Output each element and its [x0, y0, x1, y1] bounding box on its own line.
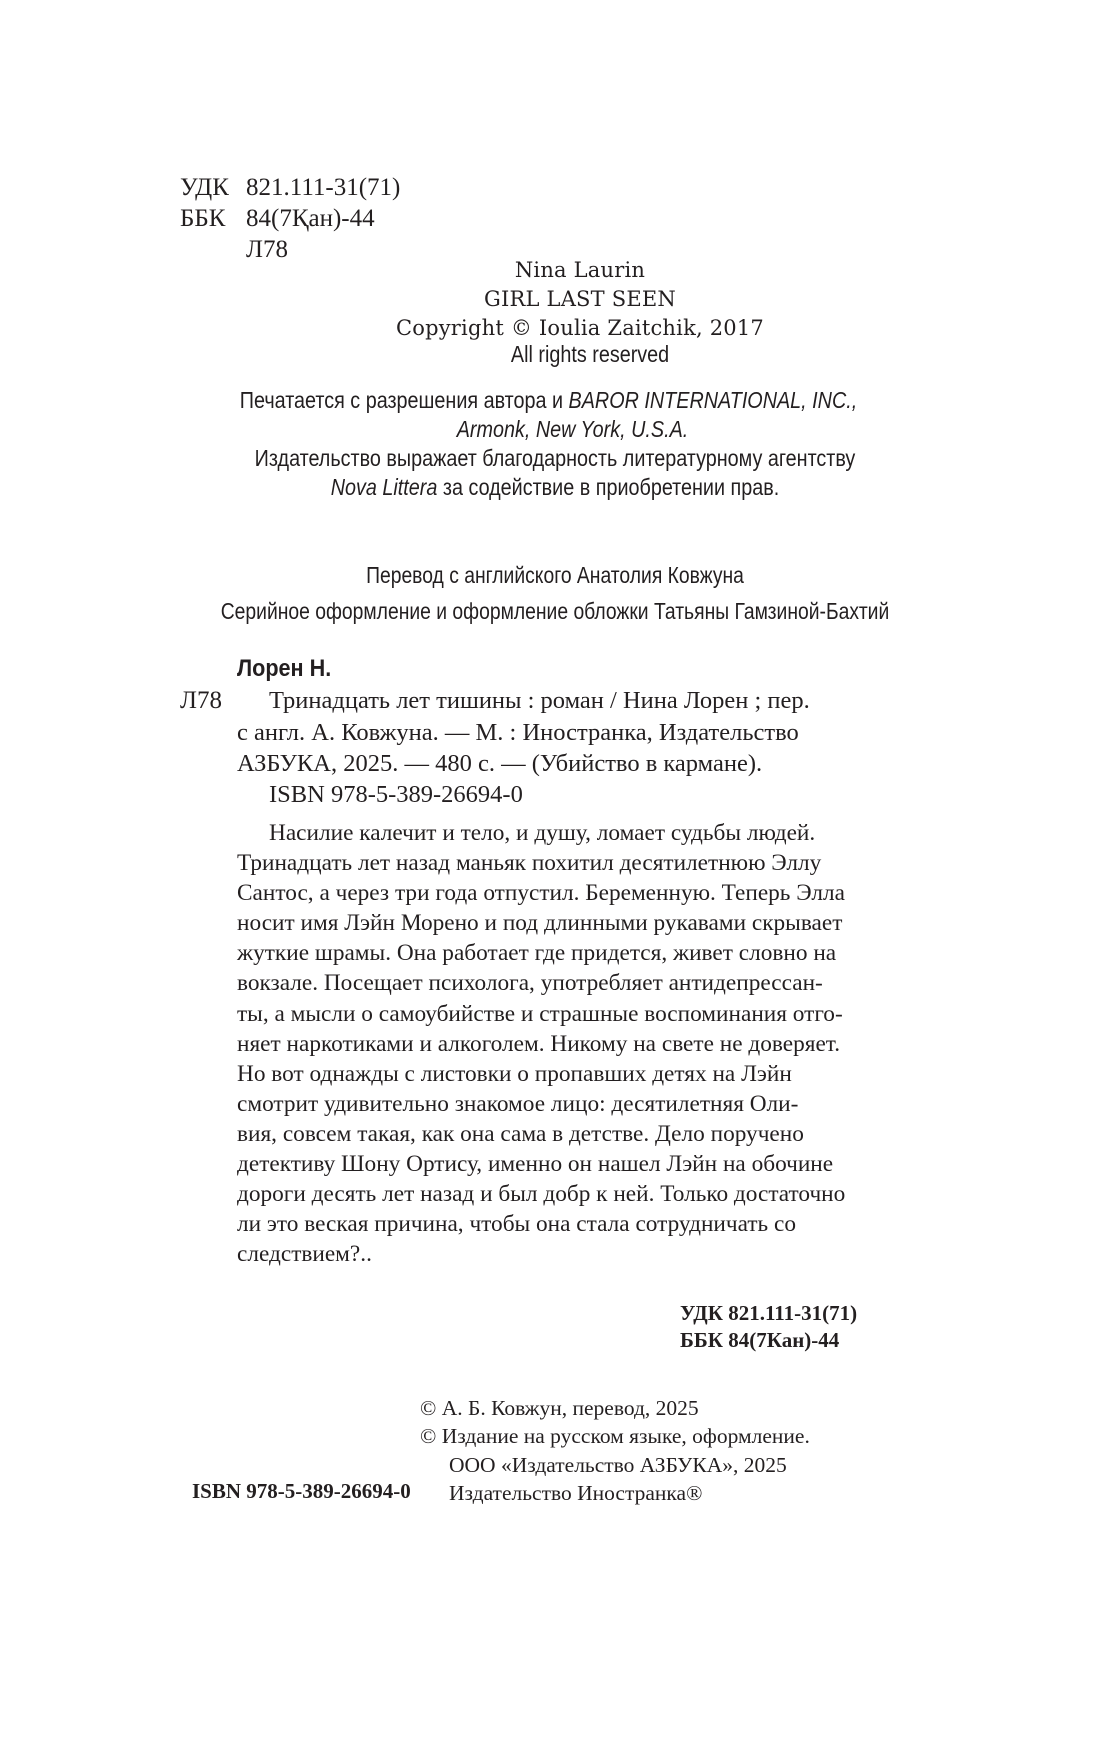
- bib-line: Тринадцать лет тишины : роман / Нина Лорен ; пер.: [269, 687, 810, 714]
- annotation-line: Сантос, а через три года отпустил. Беременную. Теперь Элла: [237, 880, 845, 907]
- permission-line-3: Издательство выражает благодарность литературному агентству: [254, 445, 856, 471]
- copyright-line: © Издание на русском языке, оформление.: [420, 1424, 810, 1449]
- classification-footer: [680, 1300, 857, 1354]
- annotation: [237, 818, 845, 1269]
- copyright-line: © А. Б. Ковжун, перевод, 2025: [420, 1396, 699, 1420]
- original-author: Nina Laurin: [514, 258, 646, 282]
- literary-agency: Nova Littera: [330, 474, 438, 500]
- author-heading: Лорен Н.: [237, 655, 332, 682]
- footer-isbn: ISBN 978-5-389-26694-0: [192, 1479, 411, 1503]
- footer-bbk: ББК 84(7Кан)-44: [680, 1328, 840, 1352]
- bib-isbn: ISBN 978-5-389-26694-0: [269, 781, 523, 808]
- permission-line-1: Печатается с разрешения автора и BAROR INTERNATIONAL, INC.,: [239, 387, 858, 413]
- author-mark: Л78: [246, 236, 288, 263]
- permissions-block: [0, 386, 1100, 502]
- annotation-line: детективу Шону Ортису, именно он нашел Лэйн на обочине: [237, 1151, 834, 1178]
- bib-description: [269, 685, 810, 716]
- rights-line: [40, 341, 1100, 368]
- copyright-line: ООО «Издательство АЗБУКА», 2025: [449, 1452, 787, 1477]
- bib-description-cont: [237, 717, 799, 810]
- original-edition: [350, 256, 810, 343]
- bbk-value: 84(7Қан)-44: [246, 205, 375, 232]
- annotation-line: следствием?..: [237, 1241, 372, 1268]
- design-credit: Серийное оформление и оформление обложки Татьяны Гамзиной-Бахтий: [220, 598, 890, 624]
- annotation-line: дороги десять лет назад и был добр к ней. Только достаточно: [237, 1181, 846, 1208]
- agency-name: BAROR INTERNATIONAL, INC.,: [568, 387, 858, 413]
- copyrights-block: [420, 1394, 810, 1507]
- annotation-line: смотрит удивительно знакомое лицо: десятилетняя Оли-: [237, 1090, 799, 1117]
- permission-line-2: [119, 415, 1026, 444]
- annotation-line: носит имя Лэйн Морено и под длинными рукавами скрывает: [237, 910, 843, 937]
- udk-label: УДК: [180, 174, 229, 201]
- translation-credit: Перевод с английского Анатолия Ковжуна: [366, 562, 744, 588]
- copyright-line: Издательство Иностранка®: [449, 1480, 703, 1505]
- catalog-header: [180, 172, 400, 265]
- annotation-line: Тринадцать лет назад маньяк похитил десятилетнюю Эллу: [237, 850, 822, 877]
- annotation-line: ты, а мысли о самоубийстве и страшные воспоминания отго-: [237, 1000, 843, 1027]
- annotation-line: вия, совсем такая, как она сама в детстве. Дело поручено: [237, 1120, 804, 1147]
- udk-line: [180, 172, 400, 203]
- annotation-line: ли это веская причина, чтобы она стала сотрудничать со: [237, 1211, 796, 1238]
- bib-author-mark: Л78: [180, 687, 222, 714]
- rights-reserved: All rights reserved: [510, 341, 670, 367]
- footer-udk: УДК 821.111-31(71): [680, 1301, 858, 1325]
- bbk-line: [180, 203, 400, 234]
- agency-location: Armonk, New York, U.S.A.: [456, 416, 689, 442]
- bbk-label: ББК: [180, 205, 226, 232]
- annotation-line: Но вот однажды с листовки о пропавших детях на Лэйн: [237, 1060, 792, 1087]
- bib-line: АЗБУКА, 2025. — 480 с. — (Убийство в кармане).: [237, 750, 763, 777]
- original-copyright: Copyright © Ioulia Zaitchik, 2017: [395, 316, 764, 340]
- annotation-line: няет наркотиками и алкоголем. Никому на свете не доверяет.: [237, 1030, 841, 1057]
- udk-value: 821.111-31(71): [246, 174, 401, 201]
- annotation-line: жуткие шрамы. Она работает где придется, живет словно на: [237, 940, 837, 967]
- annotation-line: вокзале. Посещает психолога, употребляет антидепрессан-: [237, 970, 823, 997]
- permission-line-4: Nova Littera за содействие в приобретении прав.: [330, 474, 780, 500]
- bib-line: с англ. А. Ковжуна. — М. : Иностранка, Издательство: [237, 719, 799, 746]
- original-title: GIRL LAST SEEN: [484, 287, 676, 311]
- annotation-line: Насилие калечит и тело, и душу, ломает судьбы людей.: [269, 820, 816, 846]
- credits-block: [0, 561, 1100, 626]
